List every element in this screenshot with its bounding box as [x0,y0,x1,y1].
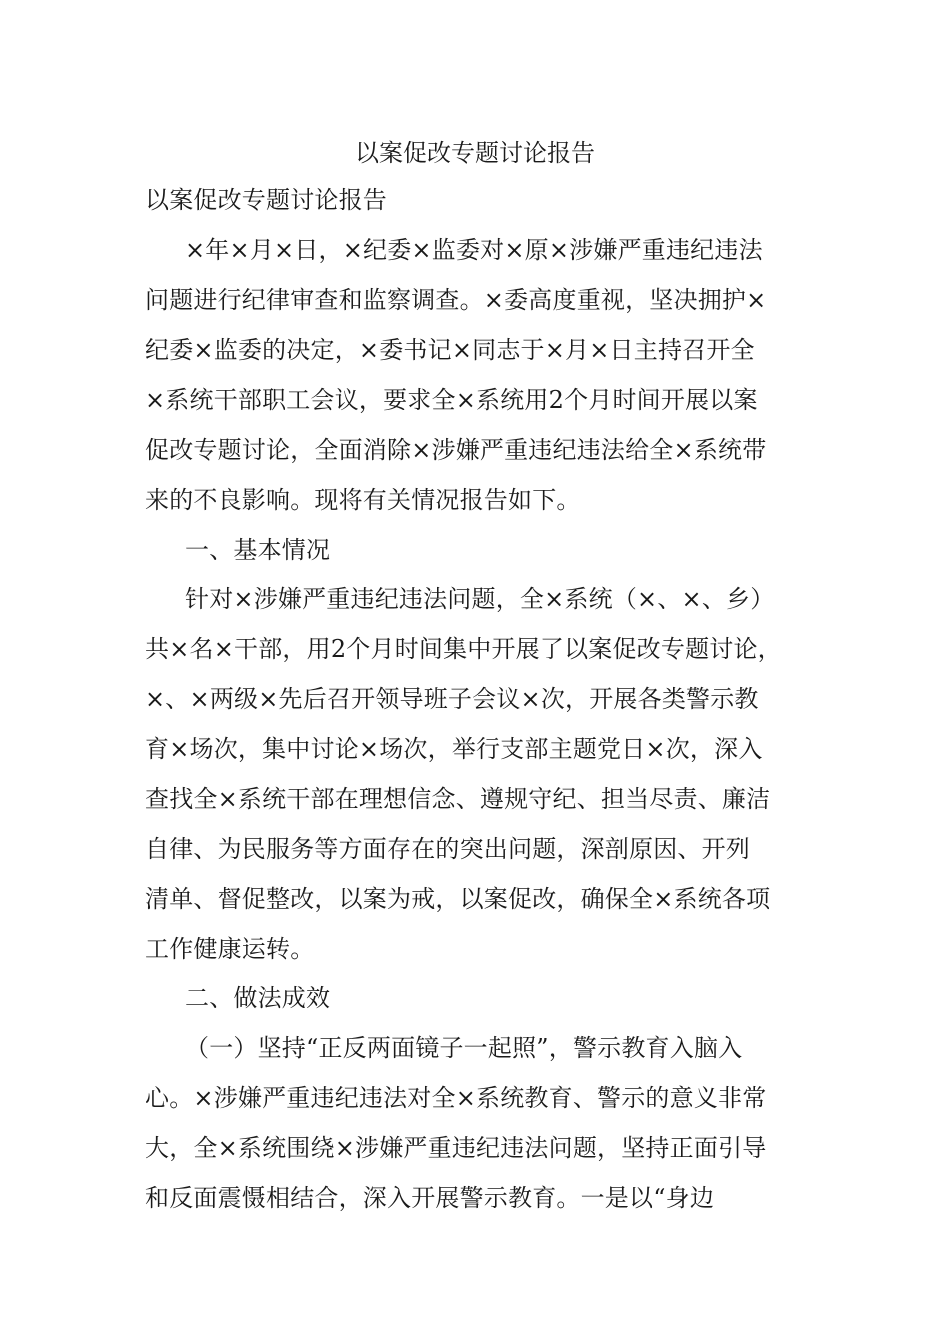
document-subtitle: 以案促改专题讨论报告 [145,186,387,214]
paragraph-line: 查找全×系统干部在理想信念、遵规守纪、担当尽责、廉洁 [145,785,771,813]
paragraph-line: （一）坚持“正反两面镜子一起照”，警示教育入脑入 [185,1034,743,1062]
paragraph-line: 大，全×系统围绕×涉嫌严重违纪违法问题，坚持正面引导 [145,1134,767,1162]
paragraph-line: 针对×涉嫌严重违纪违法问题，全×系统（×、×、乡） [185,585,775,613]
paragraph-line: 来的不良影响。现将有关情况报告如下。 [145,486,581,514]
paragraph-line: 心。×涉嫌严重违纪违法对全×系统教育、警示的意义非常 [145,1084,767,1112]
section-heading-results: 二、做法成效 [185,984,331,1012]
section-heading-basic: 一、基本情况 [185,536,331,564]
paragraph-line: 纪委×监委的决定，×委书记×同志于×月×日主持召开全 [145,336,755,364]
paragraph-line: ×年×月×日，×纪委×监委对×原×涉嫌严重违纪违法 [185,236,763,264]
paragraph-line: 促改专题讨论，全面消除×涉嫌严重违纪违法给全×系统带 [145,436,767,464]
paragraph-line: 共×名×干部，用2个月时间集中开展了以案促改专题讨论， [145,635,782,663]
paragraph-line: 自律、为民服务等方面存在的突出问题，深剖原因、开列 [145,835,750,863]
paragraph-line: 育×场次，集中讨论×场次，举行支部主题党日×次，深入 [145,735,763,763]
paragraph-line: 问题进行纪律审查和监察调查。×委高度重视，坚决拥护× [145,286,767,314]
page-title: 以案促改专题讨论报告 [355,139,595,167]
paragraph-line: ×、×两级×先后召开领导班子会议×次，开展各类警示教 [145,685,759,713]
paragraph-line: 和反面震慑相结合，深入开展警示教育。一是以“身边 [145,1184,715,1212]
paragraph-line: ×系统干部职工会议，要求全×系统用2个月时间开展以案 [145,386,758,414]
paragraph-line: 清单、督促整改，以案为戒，以案促改，确保全×系统各项 [145,885,771,913]
paragraph-line: 工作健康运转。 [145,935,315,963]
